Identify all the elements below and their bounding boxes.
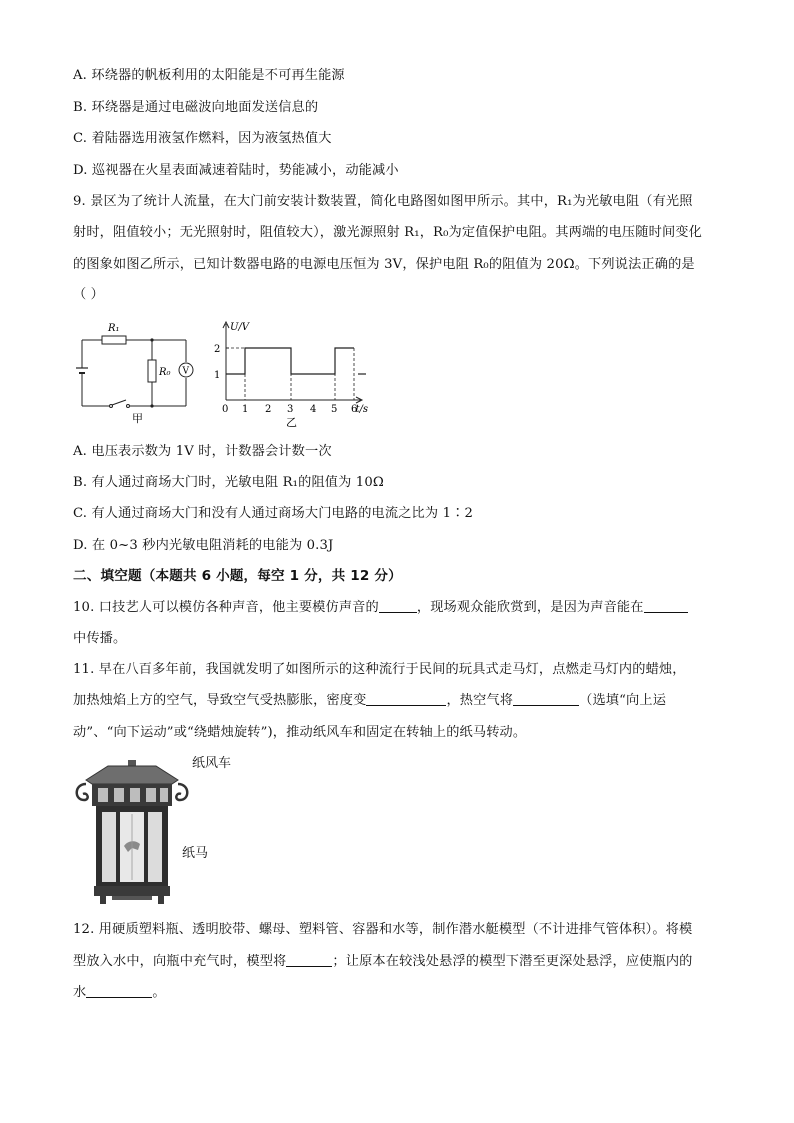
circuit-caption: 甲: [132, 412, 143, 425]
graph-x-tick-1: 1: [242, 404, 249, 415]
voltmeter-label: V: [182, 366, 189, 377]
graph-y-tick-1: 1: [214, 370, 221, 381]
q10-text-b: ，现场观众能欣赏到，是因为声音能在: [416, 600, 644, 615]
label-paper-windmill: 纸风车: [192, 756, 232, 771]
trotting-horse-lantern-image: [72, 758, 192, 906]
q12-line2: [73, 952, 733, 972]
q8-option-a: A. 环绕器的帆板利用的太阳能是不可再生能源: [73, 68, 345, 83]
q9-stem-line3: 的图象如图乙所示，已知计数器电路的电源电压恒为 3V，保护电阻 R₀的阻值为 20Ω。下列说法正确的是: [73, 257, 695, 272]
switch-icon: [112, 400, 126, 405]
graph-y-tick-2: 2: [214, 344, 221, 355]
q9-option-a: A. 电压表示数为 1V 时，计数器会计数一次: [73, 444, 332, 459]
q9-stem-line2: 射时，阻值较小；无光照射时，阻值较大），激光源照射 R₁，R₀为定值保护电阻。其两端的电压随时间变化: [73, 225, 702, 240]
r1-label: R₁: [108, 323, 120, 334]
q12-text-c: 水: [73, 985, 87, 1000]
lantern-icon: [77, 760, 188, 904]
q11-blank-2[interactable]: [513, 691, 579, 706]
q8-option-b: B. 环绕器是通过电磁波向地面发送信息的: [73, 100, 319, 115]
q12-line3: [73, 983, 733, 1003]
q9-voltage-time-graph: [206, 318, 366, 430]
resistor-r1-icon: [102, 336, 126, 344]
q11-line1: 11. 早在八百多年前，我国就发明了如图所示的这种流行于民间的玩具式走马灯，点燃走马灯内的蜡烛，: [73, 662, 686, 677]
q12-text-b: ；让原本在较浅处悬浮的模型下潜至更深处悬浮，应使瓶内的: [332, 954, 693, 969]
q11-text-b: ，热空气将: [446, 693, 514, 708]
q9-stem-line1: 9. 景区为了统计人流量，在大门前安装计数装置，简化电路图如图甲所示。其中，R₁为光敏电阻（有光照: [73, 194, 693, 209]
q10-blank-1[interactable]: [379, 598, 417, 613]
q9-answer-bracket: （ ）: [73, 287, 105, 302]
q10-text-a: 10. 口技艺人可以模仿各种声音，他主要模仿声音的: [73, 600, 379, 615]
graph-x-tick-4: 4: [310, 404, 317, 415]
q12-text-d: 。: [152, 985, 166, 1000]
label-paper-horse: 纸马: [182, 846, 209, 861]
q11-blank-1[interactable]: [366, 691, 446, 706]
q8-option-c: C. 着陆器选用液氢作燃料，因为液氢热值大: [73, 131, 332, 146]
q12-blank-2[interactable]: [86, 983, 152, 998]
graph-x-label: t/s: [355, 404, 368, 415]
resistor-r0-icon: [148, 360, 156, 382]
q10-line2: 中传播。: [73, 631, 127, 646]
q11-text-c: （选填“向上运: [579, 693, 667, 708]
graph-x-tick-5: 5: [331, 404, 338, 415]
graph-x-tick-2: 2: [265, 404, 272, 415]
q11-line3: 动”、“向下运动”或“绕蜡烛旋转”)，推动纸风车和固定在转轴上的纸马转动。: [73, 725, 527, 740]
q9-option-c: C. 有人通过商场大门和没有人通过商场大门电路的电流之比为 1∶2: [73, 506, 473, 521]
q9-option-b: B. 有人通过商场大门时，光敏电阻 R₁的阻值为 10Ω: [73, 475, 384, 490]
q8-option-d: D. 巡视器在火星表面减速着陆时，势能减小，动能减小: [73, 163, 399, 178]
q11-line2: [73, 691, 733, 711]
q9-option-d: D. 在 0~3 秒内光敏电阻消耗的电能为 0.3J: [73, 538, 334, 553]
q10-blank-2[interactable]: [644, 598, 688, 613]
section-2-heading: 二、填空题（本题共 6 小题，每空 1 分，共 12 分）: [73, 568, 402, 584]
q12-line1: 12. 用硬质塑料瓶、透明胶带、螺母、塑料管、容器和水等，制作潜水艇模型（不计进排气管体积）。将模: [73, 922, 693, 937]
graph-caption: 乙: [286, 416, 297, 429]
r0-label: R₀: [159, 367, 171, 378]
q12-blank-1[interactable]: [286, 952, 332, 967]
q12-text-a: 型放入水中，向瓶中充气时，模型将: [73, 954, 287, 969]
graph-x-tick-6: 6: [351, 404, 358, 415]
graph-x-tick-3: 3: [287, 404, 294, 415]
q11-text-a: 加热烛焰上方的空气，导致空气受热膨胀，密度变: [73, 693, 367, 708]
graph-x-tick-0: 0: [222, 404, 229, 415]
graph-y-label: U/V: [230, 322, 250, 333]
q10-line1: [73, 598, 733, 618]
q9-circuit-diagram: [74, 318, 199, 426]
